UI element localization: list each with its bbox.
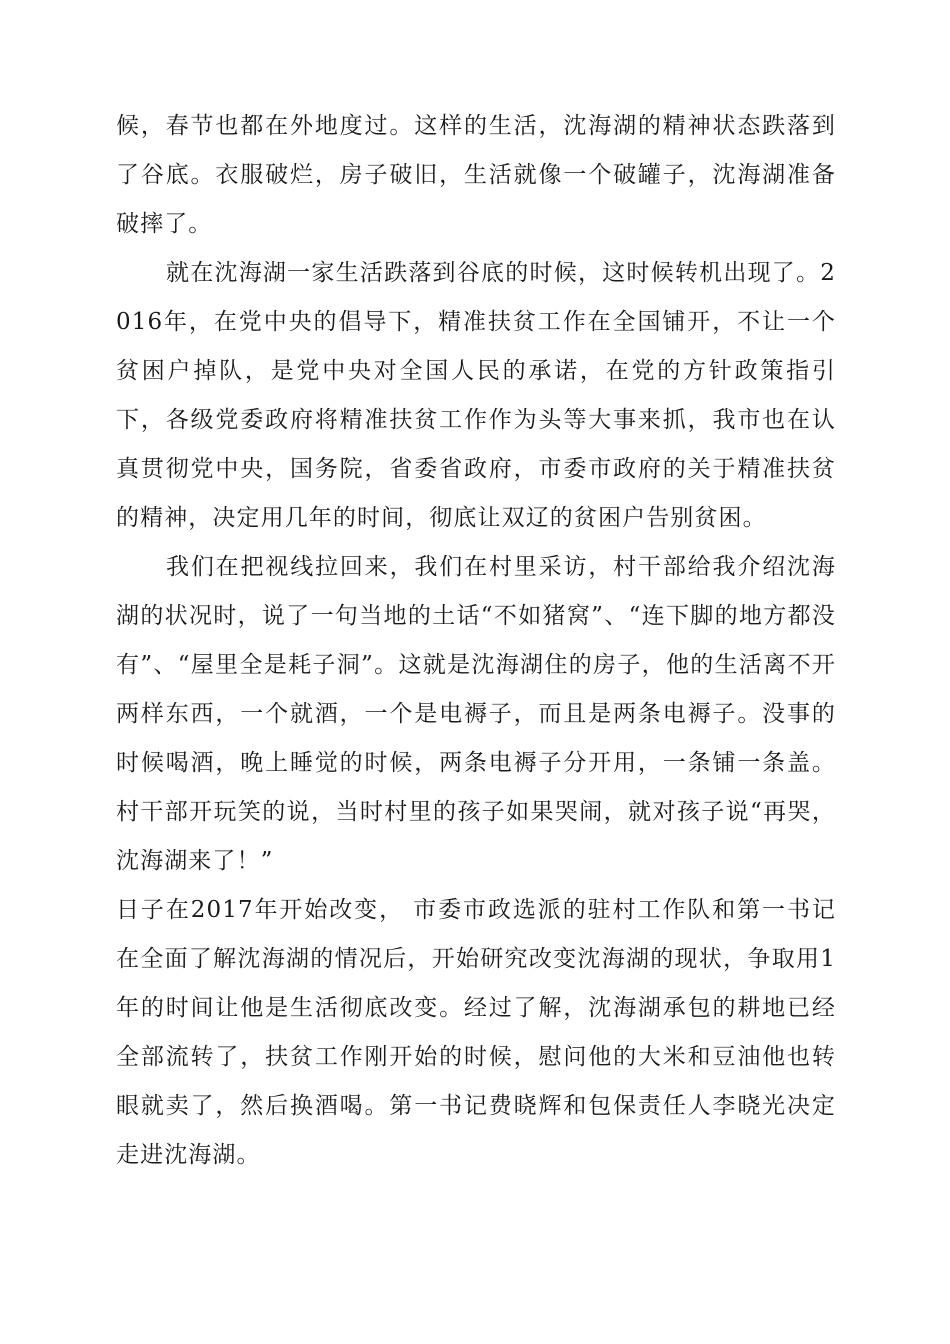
paragraph-continuation: 候，春节也都在外地度过。这样的生活，沈海湖的精神状态跌落到了谷底。衣服破烂，房子破旧，生活就像一个破罐子，沈海湖准备破摔了。 <box>116 113 836 237</box>
document-body <box>116 102 836 1180</box>
paragraph-turning-point: 就在沈海湖一家生活跌落到谷底的时候，这时候转机出现了。2016年，在党中央的倡导下，精准扶贫工作在全国铺开，不让一个贫困户掉队，是党中央对全国人民的承诺，在党的方针政策指引下，各级党委政府将精准扶贫工作作为头等大事来抓，我市也在认真贯彻党中央，国务院，省委省政府，市委市政府的关于精准扶贫的精神，决定用几年的时间，彻底让双辽的贫困户告别贫困。 <box>116 260 836 531</box>
paragraph-village-interview: 我们在把视线拉回来，我们在村里采访，村干部给我介绍沈海湖的状况时，说了一句当地的土话“不如猪窝”、“连下脚的地方都没有”、“屋里全是耗子洞”。这就是沈海湖住的房子，他的生活离不开两样东西，一个就酒，一个是电褥子，而且是两条电褥子。没事的时候喝酒，晚上睡觉的时候，两条电褥子分开用，一条铺一条盖。村干部开玩笑的说，当时村里的孩子如果哭闹，就对孩子说“再哭，沈海湖来了！” <box>116 554 836 874</box>
paragraph-change-2017: 日子在2017年开始改变， 市委市政选派的驻村工作队和第一书记在全面了解沈海湖的情况后，开始研究改变沈海湖的现状，争取用1年的时间让他是生活彻底改变。经过了解，沈海湖承包的耕地已经全部流转了，扶贫工作刚开始的时候，慰问他的大米和豆油他也转眼就卖了，然后换酒喝。第一书记费晓辉和包保责任人李晓光决定走进沈海湖。 <box>116 897 836 1168</box>
